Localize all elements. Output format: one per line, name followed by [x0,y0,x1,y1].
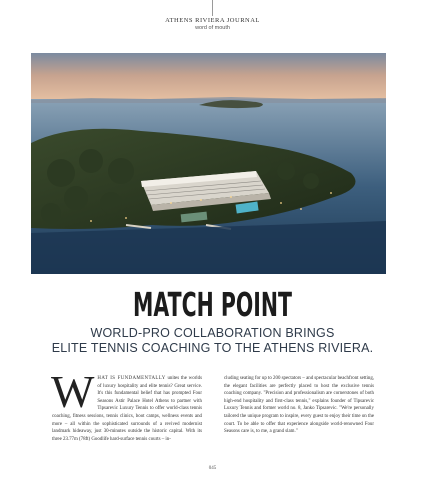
page-number: 045 [208,466,217,471]
article-subhead [0,326,425,356]
publication-title: ATHENS RIVIERA JOURNAL [165,17,260,24]
coastal-resort-aerial-photo [31,53,386,274]
drop-cap: W [51,366,95,417]
top-divider [212,0,213,16]
lead-in: HAT IS FUNDAMENTALLY [97,376,166,381]
subhead-line-2: ELITE TENNIS COACHING TO THE ATHENS RIVIERA. [51,341,374,355]
body-column-left [51,366,202,443]
article-headline: MATCH POINT [133,285,292,324]
body-column-right [224,375,374,436]
body-text-right: cluding seating for up to 200 spectators – and spectacular beachfront setting, the elegant facilities are perfectly placed to host the exclusive tennis coaching company. "Precision and professionalism are cornerstones of both high-end hospitality and first-class tennis," explains founder of Tipsarevic Luxury Tennis and former world no. 8, Janko Tipsarevic. "We're personally tailored the unique program to inspire, every guest to enjoy their time on the court. To be able to offer that experience alongside world-renowned Four Seasons care is, to me, a grand slam." [224,376,374,435]
section-label: word of mouth [195,25,230,31]
subhead-line-1: WORLD-PRO COLLABORATION BRINGS [90,326,335,340]
body-text-left: unites the worlds of luxury hospitality and elite tennis? Great service. It's this fundamental belief that has prompted Four Seasons Astir Palace Hotel Athens to partner with Tipsarevic Luxury Tennis to offer world-class tennis coaching, fitness sessions, tennis clinics, boot camps, wellness events and more – all within the sophisticated surrounds of a revived modernist landmark hideaway, just 30-minutes outside the historic capital. With its three 23.77m (78ft) Goodlife hard-surface tennis courts – in- [52,376,202,442]
page-header [0,17,425,32]
